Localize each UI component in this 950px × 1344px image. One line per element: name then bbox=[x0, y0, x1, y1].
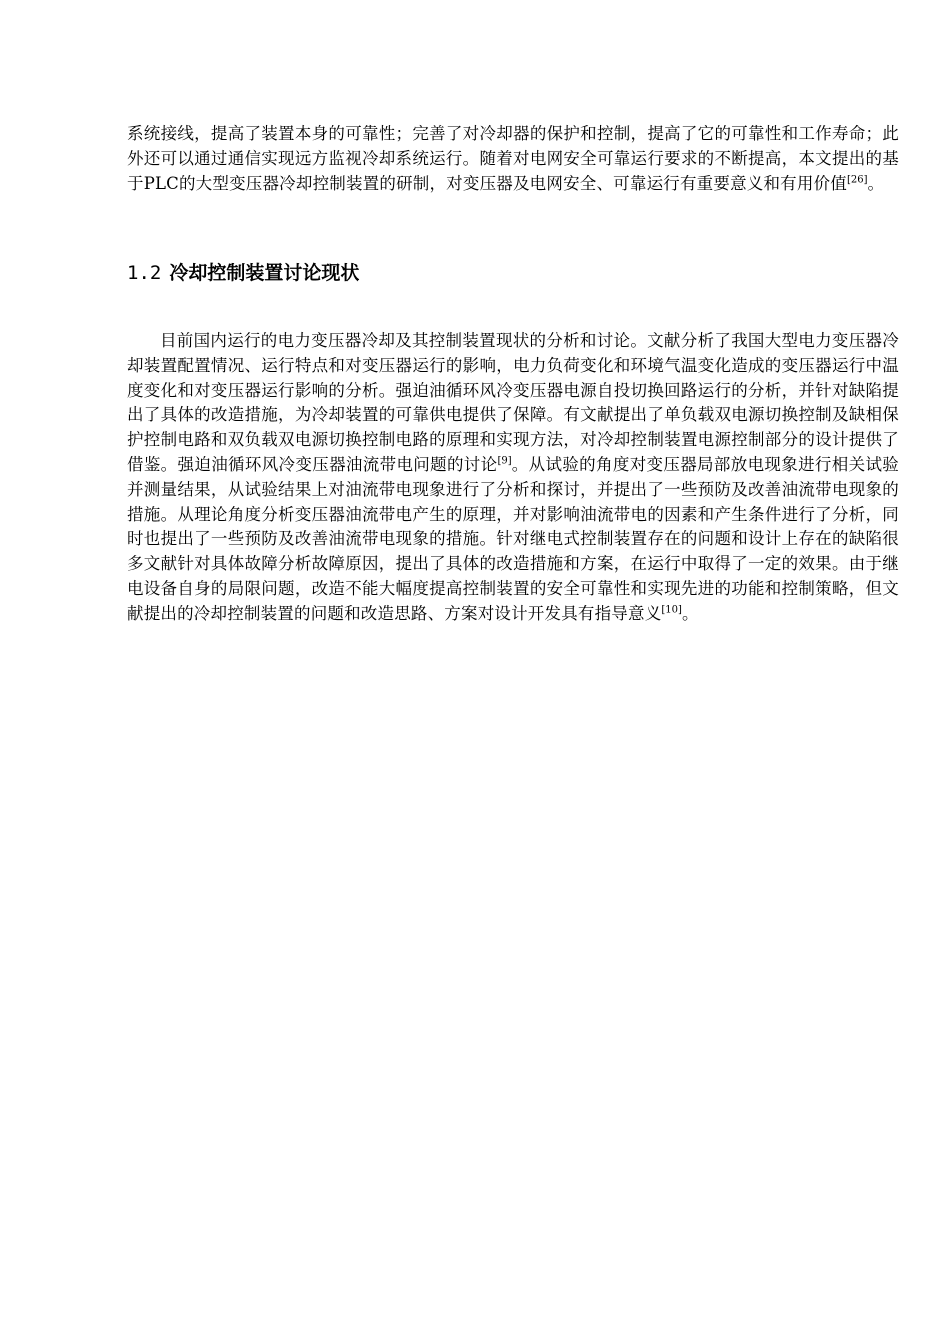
citation-26: [26] bbox=[846, 174, 868, 186]
intro-paragraph-text: 系统接线，提高了装置本身的可靠性；完善了对冷却器的保护和控制，提高了它的可靠性和工作寿命；此外还可以通过通信实现远方监视冷却系统运行。随着对电网安全可靠运行要求的不断提高，本文提出的基于PLC的大型变压器冷却控制装置的研制，对变压器及电网安全、可靠运行有重要意义和有用价值 bbox=[127, 124, 899, 193]
body-paragraph-end: 。 bbox=[681, 603, 699, 623]
intro-paragraph-end: 。 bbox=[867, 173, 885, 193]
citation-10: [10] bbox=[661, 604, 682, 616]
intro-paragraph bbox=[127, 122, 899, 196]
body-paragraph bbox=[127, 329, 899, 627]
body-paragraph-text-b: 。从试验的角度对变压器局部放电现象进行相关试验并测量结果，从试验结果上对油流带电现象进行了分析和探讨，并提出了一些预防及改善油流带电现象的措施。从理论角度分析变压器油流带电产生的原理，并对影响油流带电的因素和产生条件进行了分析，同时也提出了一些预防及改善油流带电现象的措施。针对继电式控制装置存在的问题和设计上存在的缺陷很多文献针对具体故障分析故障原因，提出了具体的改造措施和方案，在运行中取得了一定的效果。由于继电设备自身的局限问题，改造不能大幅度提高控制装置的安全可靠性和实现先进的功能和控制策略，但文献提出的冷却控制装置的问题和改造思路、方案对设计开发具有指导意义 bbox=[127, 454, 899, 623]
body-paragraph-text-a: 目前国内运行的电力变压器冷却及其控制装置现状的分析和讨论。文献分析了我国大型电力变压器冷却装置配置情况、运行特点和对变压器运行的影响，电力负荷变化和环境气温变化造成的变压器运行中温度变化和对变压器运行影响的分析。强迫油循环风冷变压器电源自投切换回路运行的分析，并针对缺陷提出了具体的改造措施，为冷却装置的可靠供电提供了保障。有文献提出了单负载双电源切换控制及缺相保护控制电路和双负载双电源切换控制电路的原理和实现方法，对冷却控制装置电源控制部分的设计提供了借鉴。强迫油循环风冷变压器油流带电问题的讨论 bbox=[127, 331, 899, 474]
section-title: 冷却控制装置讨论现状 bbox=[169, 262, 360, 284]
citation-9: [9] bbox=[497, 455, 512, 467]
section-number: 1.2 bbox=[127, 262, 162, 284]
section-heading bbox=[127, 259, 359, 287]
